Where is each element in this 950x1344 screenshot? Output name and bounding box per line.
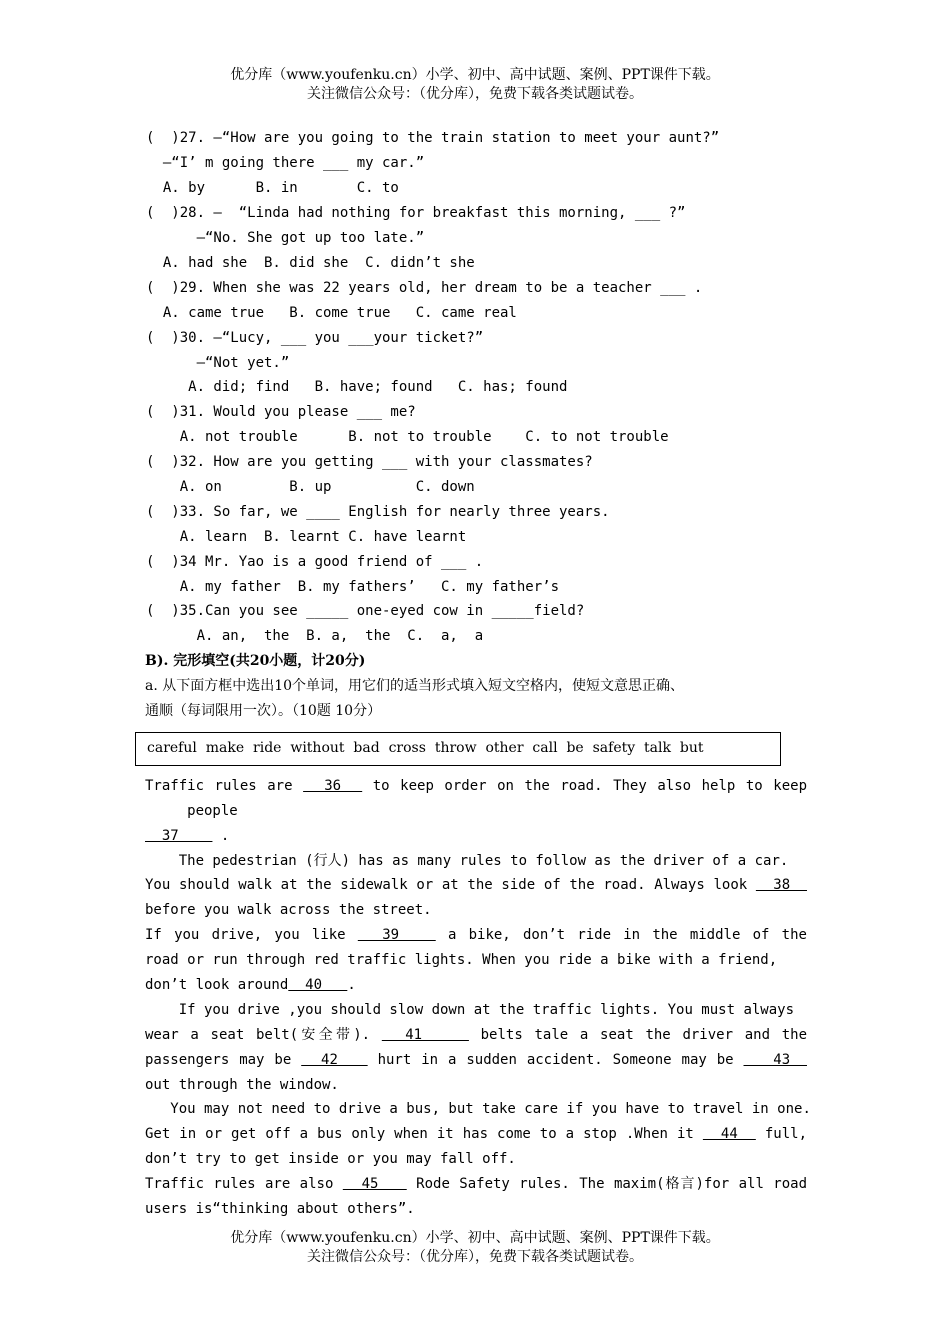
- question-options: A. learn B. learnt C. have learnt: [146, 529, 467, 545]
- question-stem: ( )27. —“How are you going to the train station to meet your aunt?”: [146, 130, 720, 146]
- passage-text: don’t look around: [145, 977, 289, 993]
- instruction-line-2: 通顺（每词限用一次）。（10题 10分）: [145, 703, 382, 719]
- passage-line: You may not need to drive a bus, but take care if you have to travel in one.: [145, 1101, 811, 1117]
- question-stem-reply: —“No. She got up too late.”: [146, 230, 425, 246]
- blank-37[interactable]: 37: [145, 828, 213, 844]
- question-options: A. an, the B. a, the C. a, a: [146, 628, 484, 644]
- word-bank-box: careful make ride without bad cross throw other call be safety talk but: [135, 732, 781, 766]
- passage-text: wear a seat belt(安全带).: [145, 1027, 371, 1043]
- question-stem: ( )30. —“Lucy, ___ you ___your ticket?”: [146, 330, 484, 346]
- header-line-2: 关注微信公众号：（优分库），免费下载各类试题试卷。: [307, 86, 643, 102]
- question-stem: ( )31. Would you please ___ me?: [146, 404, 416, 420]
- passage-line: If you drive ,you should slow down at the traffic lights. You must always: [145, 1002, 795, 1018]
- passage-line: [145, 1051, 807, 1069]
- question-options: A. had she B. did she C. didn’t she: [146, 255, 475, 271]
- passage-line: don’t try to get inside or you may fall off.: [145, 1151, 516, 1167]
- blank-36[interactable]: 36: [303, 778, 363, 794]
- question-stem: ( )34 Mr. Yao is a good friend of ___ .: [146, 554, 484, 570]
- question-options: A. did; find B. have; found C. has; found: [146, 379, 568, 395]
- question-stem: ( )29. When she was 22 years old, her dream to be a teacher ___ .: [146, 280, 703, 296]
- blank-39[interactable]: 39: [357, 927, 436, 943]
- passage-line: [145, 976, 356, 994]
- blank-38[interactable]: 38: [755, 877, 807, 893]
- passage-line: people: [145, 803, 238, 819]
- section-title: B). 完形填空(共20小题，计20分): [145, 653, 366, 669]
- question-options: A. by B. in C. to: [146, 180, 399, 196]
- passage-line: [145, 1125, 807, 1143]
- passage-line: [145, 876, 807, 894]
- passage-line: [145, 1026, 807, 1044]
- question-options: A. on B. up C. down: [146, 479, 475, 495]
- passage-text: .: [347, 977, 356, 993]
- question-options: A. came true B. come true C. came real: [146, 305, 517, 321]
- passage-text: Get in or get off a bus only when it has come to a stop .When it: [145, 1126, 694, 1142]
- question-stem: ( )35.Can you see _____ one-eyed cow in _____field?: [146, 603, 585, 619]
- passage-text: passengers may be: [145, 1052, 292, 1068]
- passage-line: The pedestrian (行人) has as many rules to follow as the driver of a car.: [145, 853, 789, 869]
- passage-text: You should walk at the sidewalk or at the side of the road. Always look: [145, 877, 748, 893]
- blank-40[interactable]: 40: [288, 977, 348, 993]
- passage-line: road or run through red traffic lights. When you ride a bike with a friend,: [145, 952, 778, 968]
- blank-41[interactable]: 41: [381, 1027, 469, 1043]
- question-options: A. my father B. my fathers’ C. my father’s: [146, 579, 560, 595]
- passage-text: Traffic rules are: [145, 778, 293, 794]
- passage-line: out through the window.: [145, 1077, 339, 1093]
- passage-text: full,: [764, 1126, 808, 1142]
- passage-text: Rode Safety rules. The maxim(格言)for all road: [416, 1176, 807, 1192]
- passage-text: belts tale a seat the driver and the: [480, 1027, 807, 1043]
- passage-line: before you walk across the street.: [145, 902, 432, 918]
- passage-text: to keep order on the road. They also help to keep: [372, 778, 807, 794]
- question-stem: ( )32. How are you getting ___ with your classmates?: [146, 454, 593, 470]
- header-line-1: 优分库（www.youfenku.cn）小学、初中、高中试题、案例、PPT课件下载。: [230, 67, 720, 83]
- footer-line-2: 关注微信公众号：（优分库），免费下载各类试题试卷。: [307, 1249, 643, 1265]
- passage-text: Traffic rules are also: [145, 1176, 334, 1192]
- blank-42[interactable]: 42: [301, 1052, 368, 1068]
- question-stem: ( )28. — “Linda had nothing for breakfast this morning, ___ ?”: [146, 205, 686, 221]
- passage-text: a bike, don’t ride in the middle of the: [447, 927, 807, 943]
- passage-line: [145, 777, 807, 795]
- passage-line: [145, 827, 229, 845]
- passage-line: users is“thinking about others”.: [145, 1201, 415, 1217]
- question-stem-reply: —“Not yet.”: [146, 355, 290, 371]
- passage-text: hurt in a sudden accident. Someone may be: [377, 1052, 734, 1068]
- blank-43[interactable]: 43: [743, 1052, 807, 1068]
- question-options: A. not trouble B. not to trouble C. to not trouble: [146, 429, 669, 445]
- blank-44[interactable]: 44: [702, 1126, 756, 1142]
- question-stem-reply: —“I’ m going there ___ my car.”: [146, 155, 425, 171]
- passage-line: [145, 1175, 807, 1193]
- footer-line-1: 优分库（www.youfenku.cn）小学、初中、高中试题、案例、PPT课件下载。: [230, 1230, 720, 1246]
- passage-text: .: [212, 828, 230, 844]
- blank-45[interactable]: 45: [342, 1176, 407, 1192]
- instruction-line-1: a. 从下面方框中选出10个单词，用它们的适当形式填入短文空格内，使短文意思正确、: [145, 678, 685, 694]
- passage-text: If you drive, you like: [145, 927, 346, 943]
- question-stem: ( )33. So far, we ____ English for nearly three years.: [146, 504, 610, 520]
- passage-line: [145, 926, 807, 944]
